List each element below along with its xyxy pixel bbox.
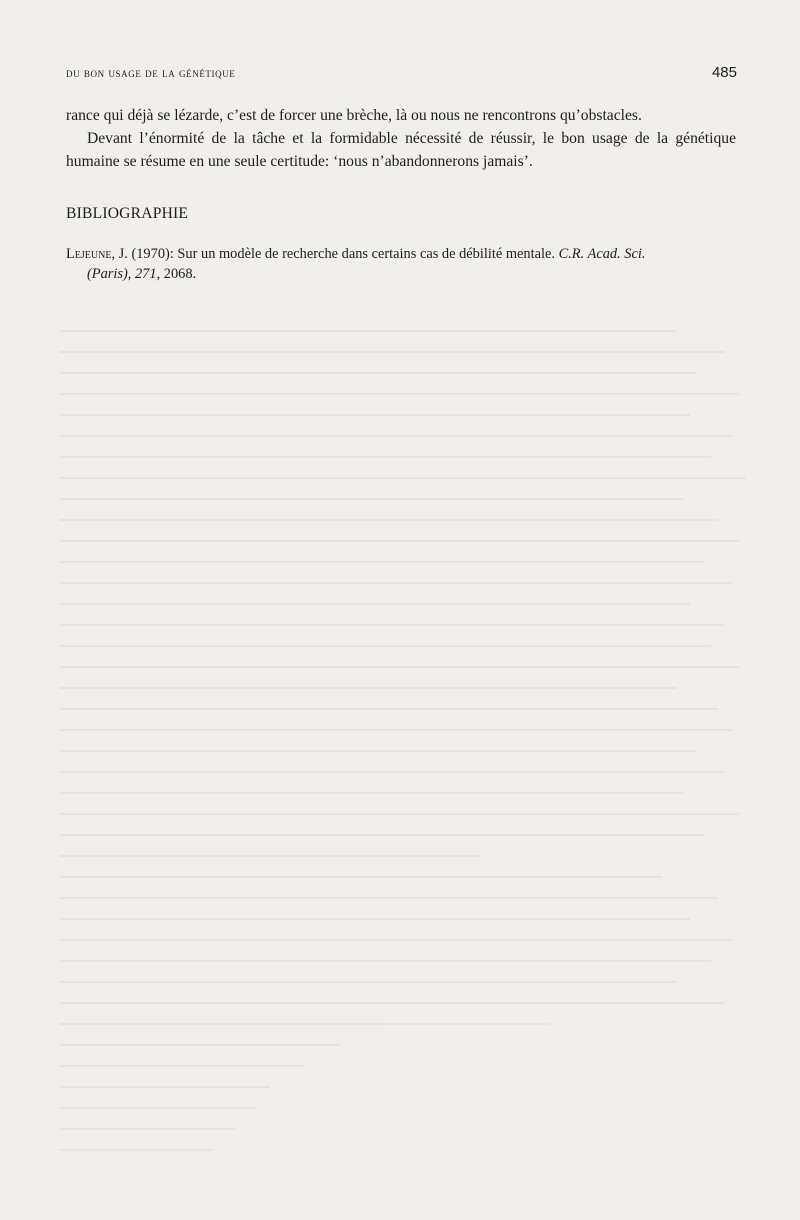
- bib-journal: C.R. Acad. Sci.: [558, 246, 646, 262]
- bib-volume: 271: [134, 266, 157, 282]
- bibliography-entry: Lejeune, J. (1970): Sur un modèle de recherche dans certains cas de débilité mentale. C.R. Acad. Sci. (Paris), 271, 2068.: [66, 246, 646, 282]
- page-number: 485: [711, 64, 737, 81]
- paragraph-continuation: rance qui déjà se lézarde, c’est de forcer une brèche, là ou nous ne rencontrons qu’obstacles.: [66, 107, 642, 124]
- bib-pages: , 2068.: [156, 266, 197, 282]
- show-through-texture: [60, 330, 760, 1130]
- running-title: du bon usage de la génétique: [66, 66, 236, 80]
- paragraph-conclusion: Devant l’énormité de la tâche et la formidable nécessité de réussir, le bon usage de la génétique humaine se résume en une seule certitude: ‘nous n’abandonnerons jamais’.: [66, 130, 736, 170]
- bibliography-heading: BIBLIOGRAPHIE: [66, 205, 189, 222]
- body-text: [66, 104, 736, 173]
- bib-title: , J. (1970): Sur un modèle de recherche dans certains cas de débilité mentale.: [111, 246, 555, 262]
- bib-author: Lejeune: [66, 246, 112, 262]
- bib-place: (Paris): [87, 266, 128, 282]
